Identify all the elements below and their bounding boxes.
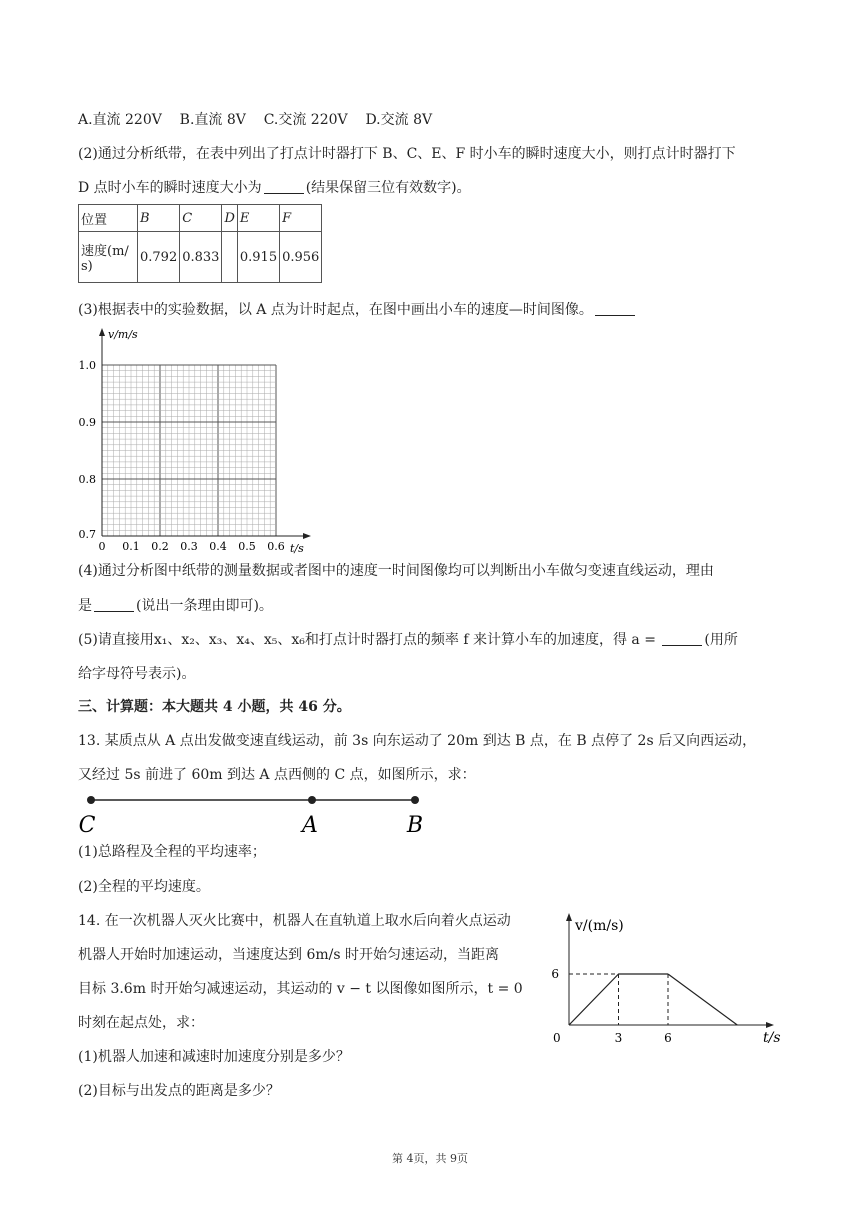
x-tick-label: 0.6 [267, 540, 285, 553]
q12-part2-line2: D 点时小车的瞬时速度大小为 (结果保留三位有效数字)。 [78, 180, 471, 196]
table-header: B [138, 205, 180, 232]
table-header: F [280, 205, 322, 232]
y-tick-label: 0.7 [78, 528, 96, 541]
q13-sub2: (2)全程的平均速度。 [78, 879, 210, 895]
q12-part5-line1: (5)请直接用x₁、x₂、x₃、x₄、x₅、x₆和打点计时器打点的频率 f 来计算小车的加速度，得 a = (用所 [78, 632, 738, 648]
table-cell [222, 232, 237, 283]
table-header: 位置 [79, 205, 138, 232]
table-header: D [222, 205, 237, 232]
graph-paper-chart [70, 325, 310, 555]
answer-blank[interactable] [595, 301, 635, 316]
q12-part2-line1: (2)通过分析纸带，在表中列出了打点计时器打下 B、C、E、F 时小车的瞬时速度大小，则打点计时器打下 [78, 146, 736, 162]
y-axis-label: v/m/s [108, 328, 138, 341]
x-tick-label: 0.1 [122, 540, 140, 553]
x-tick-label: 0.5 [238, 540, 256, 553]
q14-sub2: (2)目标与出发点的距离是多少？ [78, 1083, 280, 1099]
x-tick-label: 0 [98, 540, 106, 553]
grid-lines [102, 365, 276, 536]
x-tick-label: 6 [664, 1031, 672, 1045]
x-axis-arrow [766, 1022, 774, 1028]
answer-blank[interactable] [94, 597, 134, 612]
table-header-row [79, 205, 322, 232]
q13-sub1: (1)总路程及全程的平均速率； [78, 844, 266, 860]
x-tick-label: 0.4 [209, 540, 227, 553]
series-line-segment [569, 974, 619, 1025]
answer-blank[interactable] [264, 179, 304, 194]
option-a: A.直流 220V [78, 112, 162, 128]
table-header: C [180, 205, 222, 232]
y-tick-label: 0.8 [78, 473, 96, 486]
y-axis-label: v/(m/s) [575, 918, 624, 934]
y-tick-label: 0.9 [78, 416, 96, 429]
point-c [87, 796, 95, 804]
label-b: B [406, 813, 424, 838]
x-axis-arrow [303, 533, 311, 539]
q14-sub1: (1)机器人加速和减速时加速度分别是多少？ [78, 1049, 350, 1065]
y-tick-label: 6 [551, 967, 559, 981]
q13-line-diagram [75, 790, 455, 840]
q12-part4-line1: (4)通过分析图中纸带的测量数据或者图中的速度一时间图像均可以判断出小车做匀变速直线运动，理由 [78, 563, 714, 579]
table-row-label: 速度(m/ s) [79, 232, 138, 283]
q14-line3: 目标 3.6m 时开始匀减速运动，其运动的 v − t 以图像如图所示，t = 0 [78, 981, 523, 997]
x-tick-label: 0.2 [151, 540, 169, 553]
table-cell: 0.956 [280, 232, 322, 283]
table-row [79, 232, 322, 283]
section-heading: 三、计算题：本大题共 4 小题，共 46 分。 [78, 699, 351, 715]
table-cell: 0.792 [138, 232, 180, 283]
y-axis-arrow [566, 913, 572, 921]
label-a: A [302, 813, 318, 838]
y-tick-label: 1.0 [78, 359, 96, 372]
x-tick-label: 3 [614, 1031, 623, 1045]
point-b [411, 796, 419, 804]
q14-line1: 14. 在一次机器人灭火比赛中，机器人在直轨道上取水后向着火点运动 [78, 913, 511, 929]
table-header: E [237, 205, 279, 232]
y-axis-arrow [99, 328, 105, 336]
point-a [308, 796, 316, 804]
q12-part3: (3)根据表中的实验数据，以 A 点为计时起点，在图中画出小车的速度—时间图像。 [78, 300, 637, 320]
x-tick-label: 0.3 [180, 540, 198, 553]
option-d: D.交流 8V [365, 112, 433, 128]
q14-line4: 时刻在起点处，求： [78, 1015, 204, 1031]
origin-label: 0 [553, 1031, 561, 1045]
q14-line2: 机器人开始时加速运动，当速度达到 6m/s 时开始匀速运动，当距离 [78, 947, 499, 963]
answer-blank[interactable] [662, 631, 702, 646]
label-c: C [78, 813, 96, 838]
q12-options [78, 110, 432, 130]
x-axis-label: t/s [763, 1030, 781, 1046]
q12-part5-line2: 给字母符号表示)。 [78, 666, 196, 682]
option-c: C.交流 220V [263, 112, 348, 128]
series-line-segment [668, 974, 737, 1025]
table-cell: 0.833 [180, 232, 222, 283]
velocity-table [78, 204, 322, 283]
x-axis-label: t/s [290, 542, 304, 555]
q12-part4-line2: 是 (说出一条理由即可)。 [78, 598, 273, 614]
velocity-time-chart [545, 908, 785, 1048]
page-footer: 第 4页，共 9页 [392, 1152, 468, 1165]
table-cell: 0.915 [237, 232, 279, 283]
q13-line2: 又经过 5s 前进了 60m 到达 A 点西侧的 C 点，如图所示，求： [78, 767, 476, 783]
option-b: B.直流 8V [179, 112, 246, 128]
q13-line1: 13. 某质点从 A 点出发做变速直线运动，前 3s 向东运动了 20m 到达 B 点，在 B 点停了 2s 后又向西运动， [78, 733, 757, 749]
chart-marks [569, 974, 737, 1025]
